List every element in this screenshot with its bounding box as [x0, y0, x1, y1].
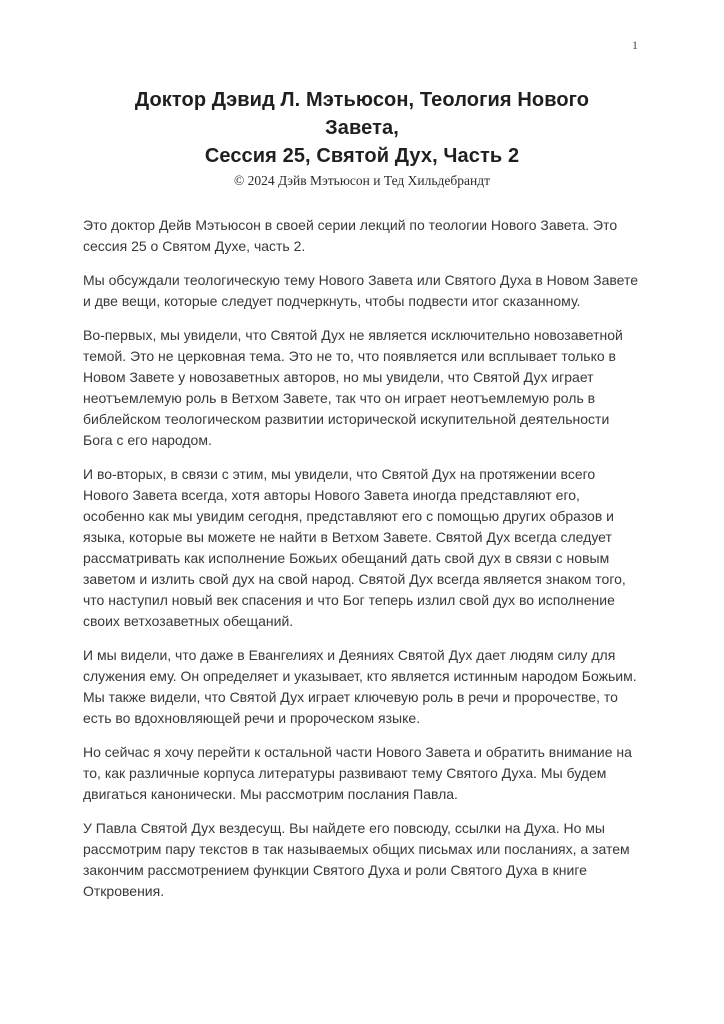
- title-line-2: Сессия 25, Святой Дух, Часть 2: [204, 145, 520, 167]
- copyright-line: © 2024 Дэйв Мэтьюсон и Тед Хильдебрандт: [234, 173, 490, 188]
- title-line-1: Доктор Дэвид Л. Мэтьюсон, Теология Нового Завета,: [134, 89, 590, 139]
- paragraph: Но сейчас я хочу перейти к остальной части Нового Завета и обратить внимание на то, как различные корпуса литературы развивают тему Святого Духа. Мы будем двигаться канонически. Мы рассмотрим послания Павла.: [83, 744, 632, 802]
- paragraph: Это доктор Дейв Мэтьюсон в своей серии лекций по теологии Нового Завета. Это сессия 25 о Святом Духе, часть 2.: [83, 217, 618, 254]
- paragraph: У Павла Святой Дух вездесущ. Вы найдете его повсюду, ссылки на Духа. Но мы рассмотрим пару текстов в так называемых общих письмах или посланиях, а затем закончим рассмотрением функции Святого Духа и роли Святого Духа в книге Откровения.: [83, 820, 630, 899]
- paragraph: И во-вторых, в связи с этим, мы увидели, что Святой Дух на протяжении всего Нового Завета всегда, хотя авторы Нового Завета иногда представляют его, особенно как мы увидим сегодня, представляют его с помощью других образов и языка, которые вы можете не найти в Ветхом Завете. Святой Дух всегда следует рассматривать как исполнение Божьих обещаний дать свой дух в связи с новым заветом и излить свой дух на свой народ. Святой Дух всегда является знаком того, что наступил новый век спасения и что Бог теперь излил свой дух во исполнение своих ветхозаветных обещаний.: [83, 466, 626, 629]
- document-body: [0, 215, 724, 902]
- paragraph: Во-первых, мы увидели, что Святой Дух не является исключительно новозаветной темой. Это не церковная тема. Это не то, что появляется или всплывает только в Новом Завете у новозаветных авторов, но мы увидели, что Святой Дух играет неотъемлемую роль в Ветхом Завете, так что он играет неотъемлемую роль в библейском теологическом развитии исторической искупительной деятельности Бога с его народом.: [83, 327, 623, 448]
- paragraph: Мы обсуждали теологическую тему Нового Завета или Святого Духа в Новом Завете и две вещи, которые следует подчеркнуть, чтобы подвести итог сказанному.: [83, 272, 639, 309]
- document-title: [112, 86, 612, 170]
- paragraph: И мы видели, что даже в Евангелиях и Деяниях Святой Дух дает людям силу для служения ему. Он определяет и указывает, кто является истинным народом Божьим. Мы также видели, что Святой Дух играет ключевую роль в речи и пророчестве, то есть во вдохновляющей речи и пророческом языке.: [83, 647, 637, 726]
- page-number: 1: [632, 38, 638, 52]
